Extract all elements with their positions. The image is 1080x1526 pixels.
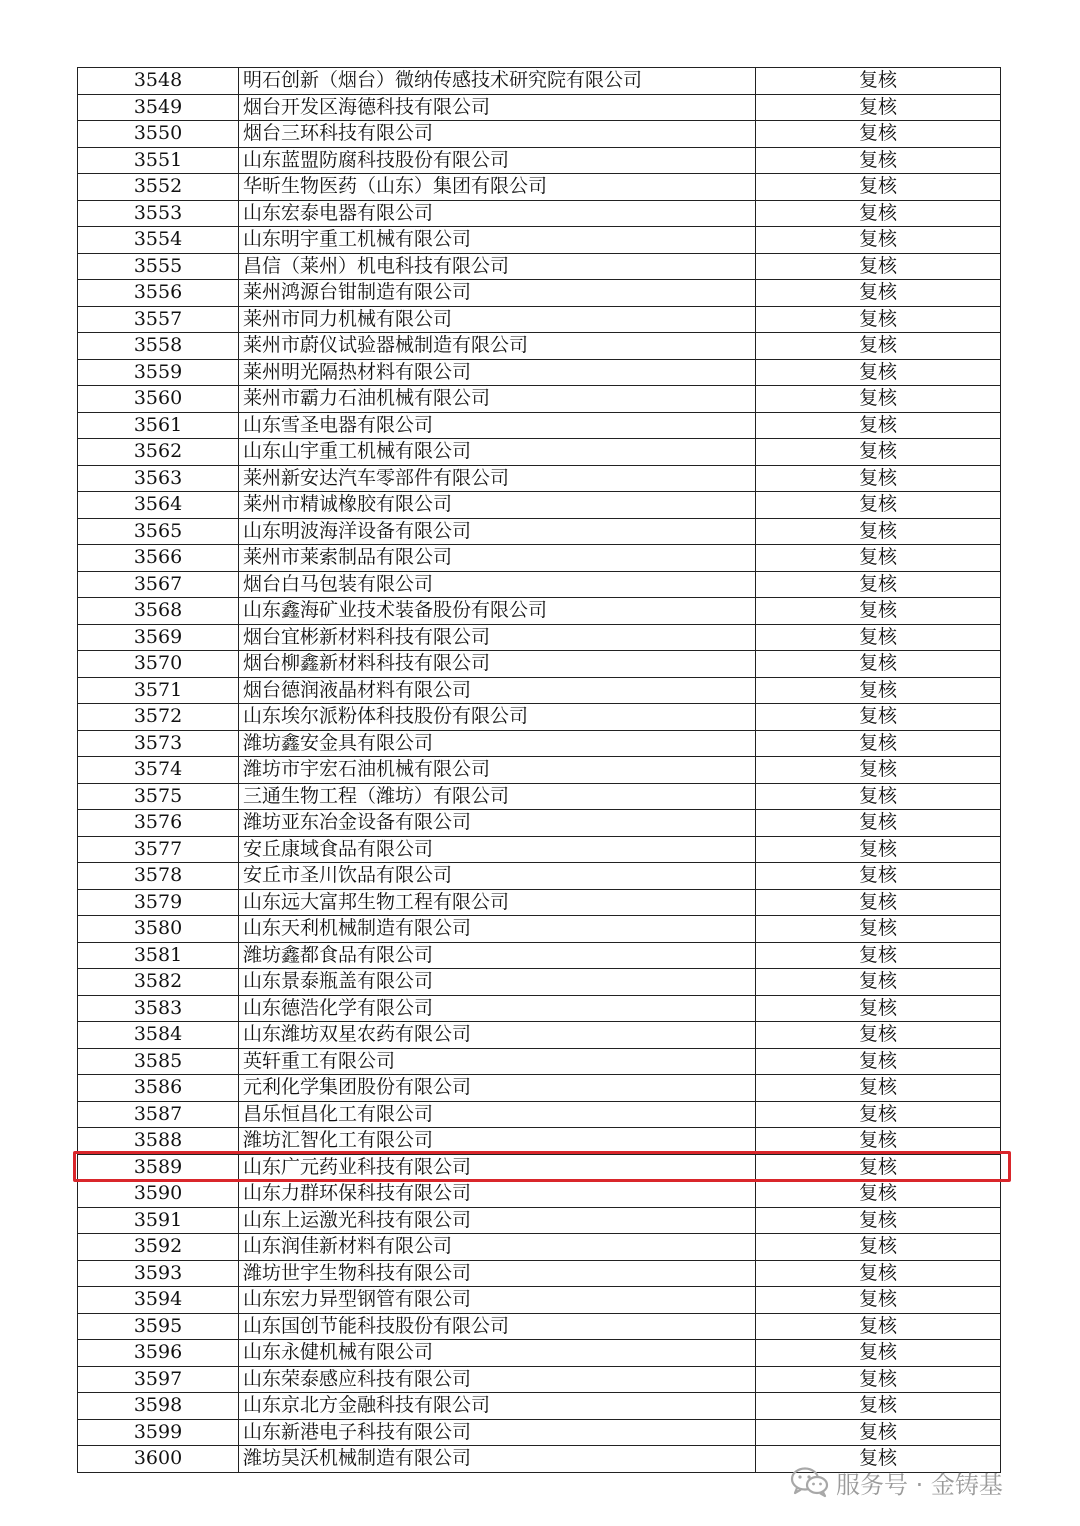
table-row	[78, 969, 1001, 996]
table-row	[78, 730, 1001, 757]
table-row	[78, 1313, 1001, 1340]
company-name: 山东润佳新材料有限公司	[239, 1234, 756, 1261]
table-row	[78, 94, 1001, 121]
row-number: 3561	[78, 412, 239, 439]
status-cell: 复核	[756, 1181, 1001, 1208]
highlight-box	[73, 1151, 1011, 1182]
row-number: 3559	[78, 359, 239, 386]
status-cell: 复核	[756, 995, 1001, 1022]
status-cell: 复核	[756, 1128, 1001, 1155]
status-cell: 复核	[756, 492, 1001, 519]
row-number: 3577	[78, 836, 239, 863]
row-number: 3584	[78, 1022, 239, 1049]
table-row	[78, 624, 1001, 651]
row-number: 3597	[78, 1366, 239, 1393]
company-name: 莱州明光隔热材料有限公司	[239, 359, 756, 386]
company-name: 山东国创节能科技股份有限公司	[239, 1313, 756, 1340]
company-name: 山东明波海洋设备有限公司	[239, 518, 756, 545]
row-number: 3575	[78, 783, 239, 810]
table-row	[78, 333, 1001, 360]
status-cell: 复核	[756, 1234, 1001, 1261]
table-row	[78, 545, 1001, 572]
company-name: 山东京北方金融科技有限公司	[239, 1393, 756, 1420]
table-row	[78, 1340, 1001, 1367]
table-row	[78, 1101, 1001, 1128]
row-number: 3563	[78, 465, 239, 492]
status-cell: 复核	[756, 677, 1001, 704]
company-list-table	[77, 67, 1001, 1473]
status-cell: 复核	[756, 1287, 1001, 1314]
status-cell: 复核	[756, 465, 1001, 492]
status-cell: 复核	[756, 306, 1001, 333]
table-row	[78, 1207, 1001, 1234]
status-cell: 复核	[756, 200, 1001, 227]
company-name: 莱州市霸力石油机械有限公司	[239, 386, 756, 413]
table-row	[78, 1260, 1001, 1287]
row-number: 3589	[78, 1154, 239, 1181]
row-number: 3588	[78, 1128, 239, 1155]
company-name: 山东明宇重工机械有限公司	[239, 227, 756, 254]
company-name: 潍坊鑫都食品有限公司	[239, 942, 756, 969]
status-cell: 复核	[756, 412, 1001, 439]
table-row	[78, 1075, 1001, 1102]
table-row	[78, 465, 1001, 492]
status-cell: 复核	[756, 651, 1001, 678]
row-number: 3596	[78, 1340, 239, 1367]
row-number: 3548	[78, 68, 239, 95]
company-name: 山东新港电子科技有限公司	[239, 1419, 756, 1446]
status-cell: 复核	[756, 439, 1001, 466]
row-number: 3569	[78, 624, 239, 651]
table-row	[78, 942, 1001, 969]
row-number: 3555	[78, 253, 239, 280]
status-cell: 复核	[756, 1393, 1001, 1420]
status-cell: 复核	[756, 783, 1001, 810]
status-cell: 复核	[756, 1075, 1001, 1102]
status-cell: 复核	[756, 571, 1001, 598]
table-row	[78, 651, 1001, 678]
company-name: 潍坊市宇宏石油机械有限公司	[239, 757, 756, 784]
table-row	[78, 121, 1001, 148]
company-name: 山东鑫海矿业技术装备股份有限公司	[239, 598, 756, 625]
row-number: 3600	[78, 1446, 239, 1473]
row-number: 3586	[78, 1075, 239, 1102]
table-row	[78, 1234, 1001, 1261]
table-row	[78, 836, 1001, 863]
status-cell: 复核	[756, 227, 1001, 254]
company-name: 山东永健机械有限公司	[239, 1340, 756, 1367]
row-number: 3576	[78, 810, 239, 837]
company-name: 烟台三环科技有限公司	[239, 121, 756, 148]
row-number: 3572	[78, 704, 239, 731]
table-row	[78, 598, 1001, 625]
row-number: 3564	[78, 492, 239, 519]
status-cell: 复核	[756, 1446, 1001, 1473]
status-cell: 复核	[756, 1101, 1001, 1128]
row-number: 3551	[78, 147, 239, 174]
company-name: 安丘康域食品有限公司	[239, 836, 756, 863]
row-number: 3573	[78, 730, 239, 757]
table-row	[78, 1048, 1001, 1075]
table-row	[78, 280, 1001, 307]
status-cell: 复核	[756, 1340, 1001, 1367]
company-name: 莱州市蔚仪试验器械制造有限公司	[239, 333, 756, 360]
row-number: 3582	[78, 969, 239, 996]
company-name: 山东蓝盟防腐科技股份有限公司	[239, 147, 756, 174]
row-number: 3594	[78, 1287, 239, 1314]
row-number: 3591	[78, 1207, 239, 1234]
status-cell: 复核	[756, 757, 1001, 784]
row-number: 3565	[78, 518, 239, 545]
company-name: 莱州市精诚橡胶有限公司	[239, 492, 756, 519]
table-row	[78, 863, 1001, 890]
company-name: 烟台德润液晶材料有限公司	[239, 677, 756, 704]
row-number: 3550	[78, 121, 239, 148]
status-cell: 复核	[756, 1022, 1001, 1049]
company-name: 华昕生物医药（山东）集团有限公司	[239, 174, 756, 201]
row-number: 3562	[78, 439, 239, 466]
company-name: 山东荣泰感应科技有限公司	[239, 1366, 756, 1393]
status-cell: 复核	[756, 121, 1001, 148]
row-number: 3553	[78, 200, 239, 227]
status-cell: 复核	[756, 1048, 1001, 1075]
company-name: 莱州市莱索制品有限公司	[239, 545, 756, 572]
status-cell: 复核	[756, 1366, 1001, 1393]
company-name: 莱州市同力机械有限公司	[239, 306, 756, 333]
row-number: 3593	[78, 1260, 239, 1287]
row-number: 3560	[78, 386, 239, 413]
company-name: 烟台柳鑫新材料科技有限公司	[239, 651, 756, 678]
status-cell: 复核	[756, 68, 1001, 95]
row-number: 3578	[78, 863, 239, 890]
status-cell: 复核	[756, 147, 1001, 174]
table-row	[78, 677, 1001, 704]
company-name: 山东雪圣电器有限公司	[239, 412, 756, 439]
table-row	[78, 68, 1001, 95]
company-name: 山东埃尔派粉体科技股份有限公司	[239, 704, 756, 731]
row-number: 3574	[78, 757, 239, 784]
company-name: 山东广元药业科技有限公司	[239, 1154, 756, 1181]
status-cell: 复核	[756, 1313, 1001, 1340]
table-row	[78, 253, 1001, 280]
status-cell: 复核	[756, 889, 1001, 916]
table-row	[78, 1393, 1001, 1420]
row-number: 3599	[78, 1419, 239, 1446]
status-cell: 复核	[756, 624, 1001, 651]
company-name: 山东宏泰电器有限公司	[239, 200, 756, 227]
table-row	[78, 1366, 1001, 1393]
table-row	[78, 889, 1001, 916]
row-number: 3558	[78, 333, 239, 360]
table-row	[78, 757, 1001, 784]
table-row	[78, 439, 1001, 466]
table-row	[78, 147, 1001, 174]
row-number: 3583	[78, 995, 239, 1022]
status-cell: 复核	[756, 280, 1001, 307]
table-row	[78, 174, 1001, 201]
table-row	[78, 518, 1001, 545]
company-name: 潍坊汇智化工有限公司	[239, 1128, 756, 1155]
table-row	[78, 1287, 1001, 1314]
status-cell: 复核	[756, 810, 1001, 837]
row-number: 3579	[78, 889, 239, 916]
company-name: 潍坊鑫安金具有限公司	[239, 730, 756, 757]
status-cell: 复核	[756, 942, 1001, 969]
status-cell: 复核	[756, 174, 1001, 201]
status-cell: 复核	[756, 836, 1001, 863]
status-cell: 复核	[756, 1419, 1001, 1446]
row-number: 3592	[78, 1234, 239, 1261]
row-number: 3557	[78, 306, 239, 333]
table-row	[78, 995, 1001, 1022]
status-cell: 复核	[756, 253, 1001, 280]
wechat-icon	[790, 1466, 830, 1498]
company-name: 潍坊世宇生物科技有限公司	[239, 1260, 756, 1287]
company-name: 莱州鸿源台钳制造有限公司	[239, 280, 756, 307]
company-name: 明石创新（烟台）微纳传感技术研究院有限公司	[239, 68, 756, 95]
table-row	[78, 386, 1001, 413]
table-body	[78, 68, 1001, 1473]
row-number: 3571	[78, 677, 239, 704]
row-number: 3552	[78, 174, 239, 201]
watermark	[790, 1462, 1003, 1502]
table-row	[78, 783, 1001, 810]
table-row	[78, 1181, 1001, 1208]
company-name: 山东天利机械制造有限公司	[239, 916, 756, 943]
status-cell: 复核	[756, 1207, 1001, 1234]
table-row	[78, 492, 1001, 519]
company-name: 山东潍坊双星农药有限公司	[239, 1022, 756, 1049]
status-cell: 复核	[756, 386, 1001, 413]
company-name: 英轩重工有限公司	[239, 1048, 756, 1075]
row-number: 3566	[78, 545, 239, 572]
company-name: 安丘市圣川饮品有限公司	[239, 863, 756, 890]
table-row	[78, 359, 1001, 386]
company-name: 山东远大富邦生物工程有限公司	[239, 889, 756, 916]
table-row	[78, 412, 1001, 439]
row-number: 3595	[78, 1313, 239, 1340]
status-cell: 复核	[756, 730, 1001, 757]
company-name: 山东山宇重工机械有限公司	[239, 439, 756, 466]
table-row	[78, 306, 1001, 333]
table-row	[78, 227, 1001, 254]
company-name: 山东宏力异型钢管有限公司	[239, 1287, 756, 1314]
company-name: 烟台宜彬新材料科技有限公司	[239, 624, 756, 651]
status-cell: 复核	[756, 704, 1001, 731]
table-row	[78, 810, 1001, 837]
company-name: 山东力群环保科技有限公司	[239, 1181, 756, 1208]
status-cell: 复核	[756, 969, 1001, 996]
table-row	[78, 916, 1001, 943]
status-cell: 复核	[756, 333, 1001, 360]
row-number: 3567	[78, 571, 239, 598]
table-row	[78, 571, 1001, 598]
status-cell: 复核	[756, 1260, 1001, 1287]
row-number: 3581	[78, 942, 239, 969]
row-number: 3580	[78, 916, 239, 943]
row-number: 3570	[78, 651, 239, 678]
row-number: 3598	[78, 1393, 239, 1420]
status-cell: 复核	[756, 94, 1001, 121]
company-name: 山东景泰瓶盖有限公司	[239, 969, 756, 996]
company-name: 烟台开发区海德科技有限公司	[239, 94, 756, 121]
table-row	[78, 1419, 1001, 1446]
company-name: 山东德浩化学有限公司	[239, 995, 756, 1022]
company-name: 潍坊昊沃机械制造有限公司	[239, 1446, 756, 1473]
status-cell: 复核	[756, 518, 1001, 545]
row-number: 3568	[78, 598, 239, 625]
company-name: 三通生物工程（潍坊）有限公司	[239, 783, 756, 810]
row-number: 3549	[78, 94, 239, 121]
row-number: 3587	[78, 1101, 239, 1128]
company-name: 烟台白马包装有限公司	[239, 571, 756, 598]
row-number: 3554	[78, 227, 239, 254]
status-cell: 复核	[756, 359, 1001, 386]
status-cell: 复核	[756, 863, 1001, 890]
status-cell: 复核	[756, 545, 1001, 572]
row-number: 3590	[78, 1181, 239, 1208]
row-number: 3585	[78, 1048, 239, 1075]
table-row	[78, 200, 1001, 227]
company-name: 潍坊亚东冶金设备有限公司	[239, 810, 756, 837]
status-cell: 复核	[756, 916, 1001, 943]
company-name: 莱州新安达汽车零部件有限公司	[239, 465, 756, 492]
watermark-text: 服务号 · 金铸基	[836, 1470, 1003, 1499]
company-name: 元利化学集团股份有限公司	[239, 1075, 756, 1102]
status-cell: 复核	[756, 598, 1001, 625]
table-row	[78, 1022, 1001, 1049]
table-row	[78, 704, 1001, 731]
company-name: 山东上运激光科技有限公司	[239, 1207, 756, 1234]
row-number: 3556	[78, 280, 239, 307]
company-name: 昌信（莱州）机电科技有限公司	[239, 253, 756, 280]
company-name: 昌乐恒昌化工有限公司	[239, 1101, 756, 1128]
status-cell: 复核	[756, 1154, 1001, 1181]
